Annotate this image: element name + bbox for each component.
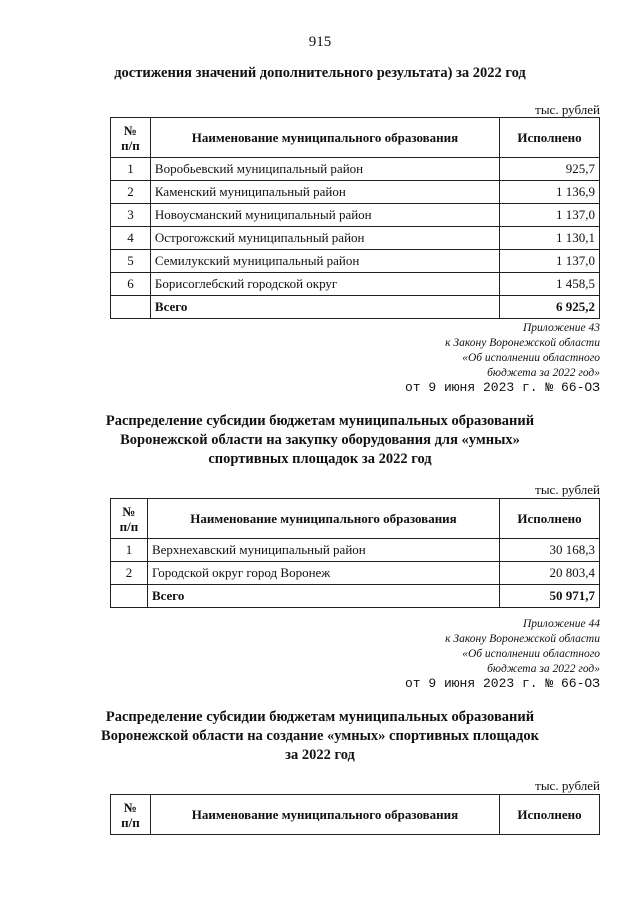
heading-line: за 2022 год [285,747,355,763]
column-header-value: Исполнено [500,499,600,539]
total-row [111,296,600,319]
row-name: Каменский муниципальный район [150,181,499,204]
section1-heading: достижения значений дополнительного результата) за 2022 год [114,65,526,81]
table-row [111,562,600,585]
appendix-title: Приложение 44 [522,618,600,630]
heading-line: Распределение субсидии бюджетам муниципальных образований [105,413,535,429]
row-value: 1 130,1 [500,227,600,250]
total-row [111,585,600,608]
appendix43-law-ref: от 9 июня 2023 г. № 66-ОЗ [404,380,600,395]
row-name: Верхнехавский муниципальный район [147,539,499,562]
column-header-num: № п/п [111,118,151,158]
section2-units: тыс. рублей [535,482,600,497]
appendix44-note [445,617,600,677]
appendix43-note [445,321,600,381]
section3-table [110,794,600,835]
table-row [111,273,600,296]
heading-line: спортивных площадок за 2022 год [208,451,432,467]
section3-units: тыс. рублей [535,778,600,793]
table-row [111,158,600,181]
column-header-value: Исполнено [500,795,600,835]
section2-heading [60,412,580,469]
appendix-title: Приложение 43 [522,322,600,334]
row-num: 3 [111,204,151,227]
row-name: Городской округ город Воронеж [147,562,499,585]
appendix44-law-ref: от 9 июня 2023 г. № 66-ОЗ [404,676,600,691]
section1-table [110,117,600,319]
column-header-name: Наименование муниципального образования [150,118,499,158]
total-value: 6 925,2 [500,296,600,319]
row-value: 20 803,4 [500,562,600,585]
row-name: Воробьевский муниципальный район [150,158,499,181]
row-num: 4 [111,227,151,250]
row-num: 1 [111,539,148,562]
heading-line: Воронежской области на закупку оборудования для «умных» [120,432,520,448]
row-num: 6 [111,273,151,296]
row-value: 925,7 [500,158,600,181]
table-header-row [111,499,600,539]
table-row [111,227,600,250]
total-label: Всего [150,296,499,319]
column-header-num: № п/п [111,795,151,835]
total-label: Всего [147,585,499,608]
row-value: 1 137,0 [500,204,600,227]
table-row [111,250,600,273]
appendix-line: к Закону Воронежской области [445,633,600,645]
appendix-line: «Об исполнении областного [462,352,600,364]
row-num: 2 [111,562,148,585]
column-header-num: № п/п [111,499,148,539]
section1-units: тыс. рублей [535,102,600,117]
column-header-name: Наименование муниципального образования [147,499,499,539]
appendix-line: бюджета за 2022 год» [487,663,600,675]
table-row [111,181,600,204]
total-num-cell [111,296,151,319]
section2-table [110,498,600,608]
appendix-line: бюджета за 2022 год» [487,367,600,379]
row-value: 1 137,0 [500,250,600,273]
appendix-line: «Об исполнении областного [462,648,600,660]
heading-line: Воронежской области на создание «умных» спортивных площадок [101,728,539,744]
row-name: Острогожский муниципальный район [150,227,499,250]
row-value: 1 458,5 [500,273,600,296]
table-header-row [111,795,600,835]
table-header-row [111,118,600,158]
table-row [111,539,600,562]
row-name: Семилукский муниципальный район [150,250,499,273]
row-name: Борисоглебский городской округ [150,273,499,296]
section3-heading [60,708,580,765]
page-number: 915 [308,34,332,50]
row-name: Новоусманский муниципальный район [150,204,499,227]
row-num: 2 [111,181,151,204]
appendix-line: к Закону Воронежской области [445,337,600,349]
total-value: 50 971,7 [500,585,600,608]
row-num: 1 [111,158,151,181]
table-row [111,204,600,227]
row-value: 1 136,9 [500,181,600,204]
column-header-name: Наименование муниципального образования [150,795,499,835]
row-value: 30 168,3 [500,539,600,562]
column-header-value: Исполнено [500,118,600,158]
row-num: 5 [111,250,151,273]
total-num-cell [111,585,148,608]
heading-line: Распределение субсидии бюджетам муниципальных образований [105,709,535,725]
